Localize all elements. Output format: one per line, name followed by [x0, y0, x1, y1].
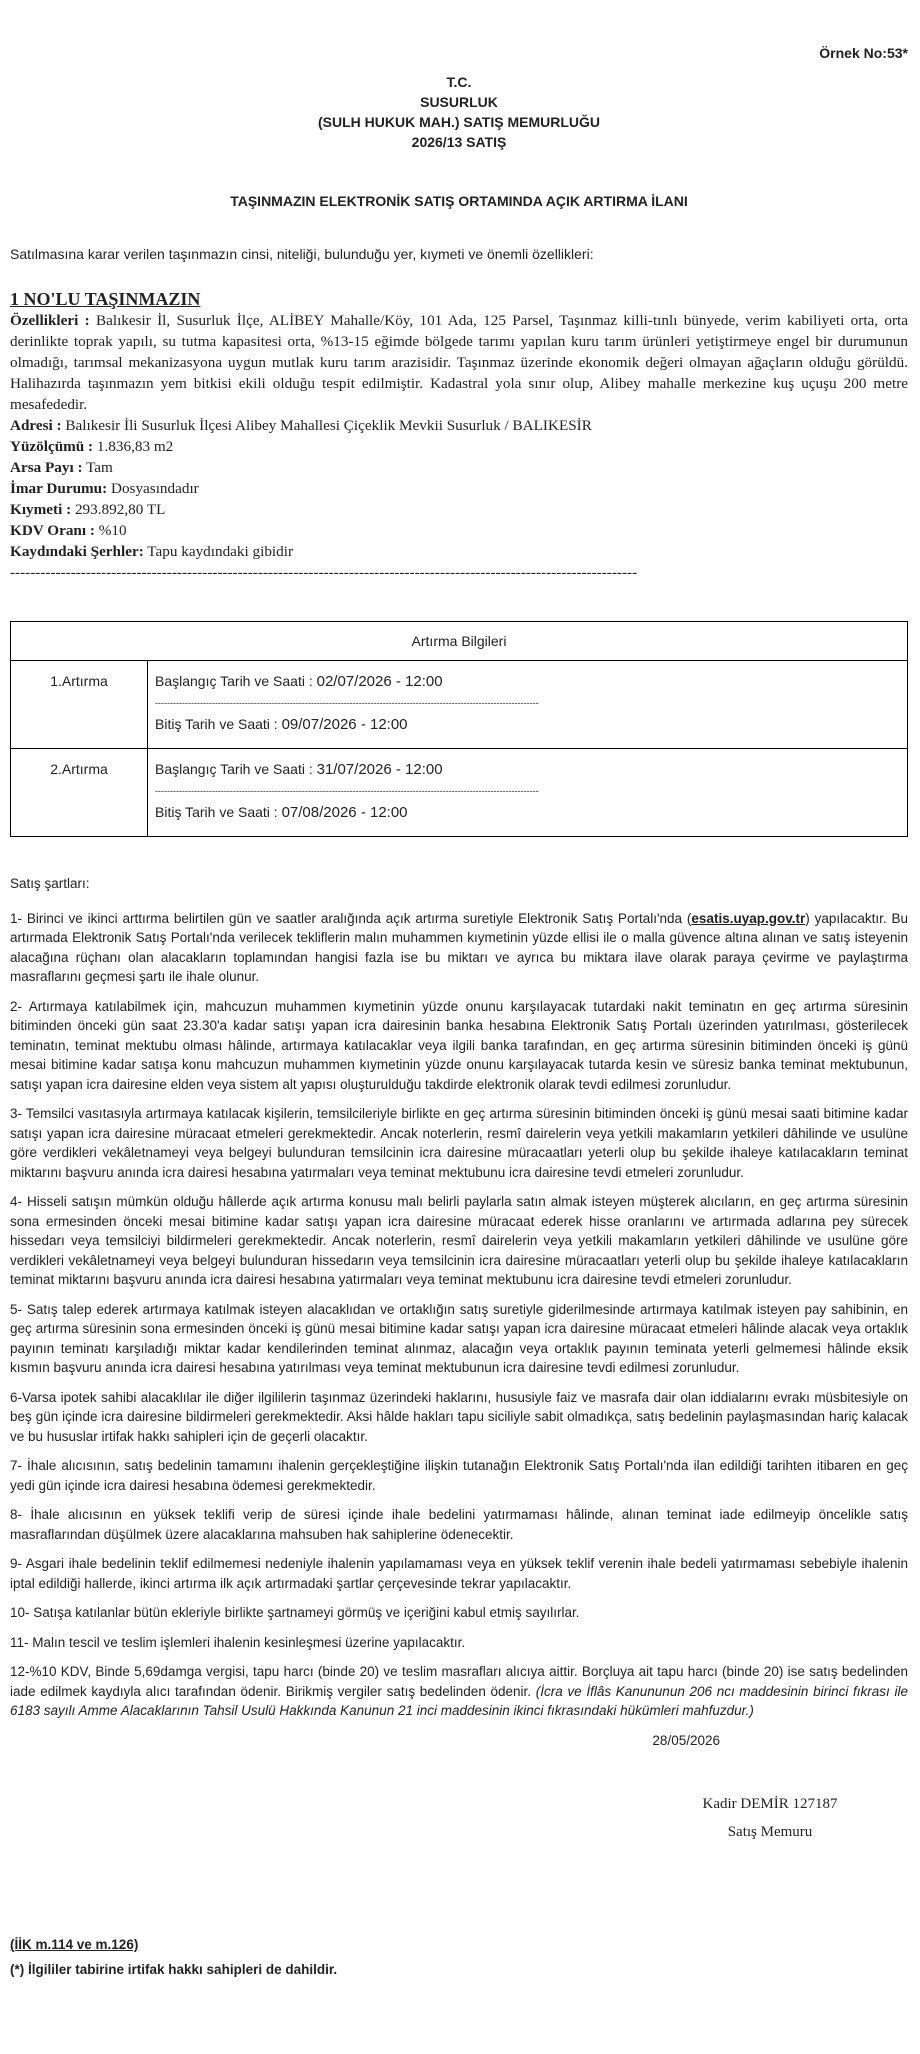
- esatis-portal-link[interactable]: esatis.uyap.gov.tr: [691, 910, 806, 926]
- property-heading: 1 NO'LU TAŞINMAZIN: [10, 289, 201, 309]
- header-line-tc: T.C.: [446, 74, 472, 90]
- area-label: Yüzölçümü :: [10, 438, 94, 455]
- annotations-label: Kaydındaki Şerhler:: [10, 543, 144, 560]
- condition-8: 8- İhale alıcısının en yüksek teklifi verip de süresi içinde ihale bedelini yatırmaması hâlinde, alınan teminat iade edilmeyip öncelikle satış masraflarından düşülmek üzere alacaklarına mahsuben hak sahiplerine ödenecektir.: [10, 1507, 908, 1542]
- separator-line: ----------------------------------------------------------------------------------------------------------------------------: [10, 564, 638, 581]
- intro-text: Satılmasına karar verilen taşınmazın cinsi, niteliği, bulunduğu yer, kıymeti ve önemli özellikleri:: [10, 246, 594, 262]
- property-annotations: [10, 541, 908, 562]
- footnote-stakeholders: (*) İlgililer tabirine irtifak hakkı sahipleri de dahildir.: [10, 1962, 338, 1977]
- end-label: Bitiş Tarih ve Saati :: [155, 804, 282, 820]
- property-features: [10, 310, 908, 415]
- property-value: [10, 499, 908, 520]
- condition-7: 7- İhale alıcısının, satış bedelinin tamamını ihalenin gerçekleştiğine ilişkin tutanağın Elektronik Satış Portalı'nda ilan edildiği tarihten itibaren en geç yedi gün içinde icra dairesi hesabına ödemesi gerekmektedir.: [10, 1458, 908, 1493]
- start-label: Başlangıç Tarih ve Saati :: [155, 761, 317, 777]
- header-line-file-number: 2026/13 SATIŞ: [411, 134, 507, 150]
- vat-value: %10: [94, 522, 127, 539]
- property-zoning: [10, 478, 908, 499]
- property-section: [10, 288, 908, 583]
- features-value: Balıkesir İl, Susurluk İlçe, ALİBEY Mahalle/Köy, 101 Ada, 125 Parsel, Taşınmaz killi-tınlı bünyede, verim kabiliyeti orta, orta derinlikte toprak yapılı, su tutma kapasitesi orta, %13-15 eğimde bölgede tarımı yapılan kuru tarım ürünleri yetiştirmeye engel bir durumunun olmadığı, tarımsal mekanizasyona uygun mutlak kuru tarım arazisidir. Taşınmaz üzerinde ekonomik değeri olmayan ağaçların olduğu görüldü. Halihazırda taşınmazın yem bitkisi ekili olduğu tespit edilmiştir. Kadastral yola sınır olup, Alibey mahalle merkezine kuş uçuşu 200 metre mesafededir.: [10, 312, 908, 413]
- area-value: 1.836,83 m2: [93, 438, 174, 455]
- condition-4: 4- Hisseli satışın mümkün olduğu hâllerde açık artırma konusu malı belirli paylarla satın almak isteyen müşterek alıcıların, en geç artırma süresinin sona ermesinden önceki mesai bitimine kadar satışı yapan icra dairesine müracaat ederek hisse oranlarını ve artırmada adlarına pey sürecek hissedarı veya temsilciyi bildirmeleri gerekmektedir. Ancak noterlerin, resmî dairelerin veya yetkili makamların yetkileri dâhilinde ve usulüne göre verdikleri vekâletnameyi veya belgeyi bulunduran hissedarın veya temsilcinin icra dairesine müracaatları yeterli olup bu şekilde ihaleye katılacakların teminat miktarını başvuru anında icra dairesi hesabına yatırmaları veya teminat mektubunu icra dairesine tevdi etmeleri zorunludur.: [10, 1194, 908, 1287]
- address-value: Balıkesir İli Susurluk İlçesi Alibey Mahallesi Çiçeklik Mevkii Susurluk / BALIKESİR: [61, 417, 592, 434]
- property-vat: [10, 520, 908, 541]
- annotations-value: Tapu kaydındaki gibidir: [143, 543, 294, 560]
- end-label: Bitiş Tarih ve Saati :: [155, 716, 282, 732]
- property-share: [10, 457, 908, 478]
- row-separator: --------------------------------------------------------------------------------------------------------------------------------: [155, 698, 539, 708]
- value-label: Kıymeti :: [10, 501, 72, 518]
- conditions-heading: Satış şartları:: [10, 876, 90, 891]
- auction-round-label: 2.Artırma: [11, 749, 148, 837]
- property-area: [10, 436, 908, 457]
- condition-1-text-end: ) yapılacaktır. Bu artırmada Elektronik Satış Portalı'nda verilecek tekliflerin malın muhammen kıymetinin yüzde ellisi ile o malla güvence altına alınan ve satış isteyenin alacağına rüçhanı olan alacakların toplamından hangisi fazla ise bu miktarı ve ayrıca bu miktara ilave olarak paraya çevirme ve paylaştırma masraflarını geçmesi şartı ile ihale olunur.: [10, 910, 908, 984]
- header-line-office: (SULH HUKUK MAH.) SATIŞ MEMURLUĞU: [317, 114, 601, 130]
- vat-label: KDV Oranı :: [10, 522, 95, 539]
- auction-row: [11, 661, 908, 749]
- share-label: Arsa Payı :: [10, 459, 83, 476]
- condition-1: [10, 909, 908, 987]
- row-separator: --------------------------------------------------------------------------------------------------------------------------------: [155, 786, 539, 796]
- start-date: 31/07/2026 - 12:00: [316, 761, 443, 778]
- condition-1-text: 1- Birinci ve ikinci arttırma belirtilen gün ve saatler aralığında açık artırma suretiyle Elektronik Satış Portalı'nda (: [10, 910, 692, 926]
- condition-5: 5- Satış talep ederek artırmaya katılmak isteyen alacaklıdan ve ortaklığın satış suretiyle giderilmesinde artırmaya katılmak isteyen pay sahibinin, en geç artırma süresinin sona ermesinden önceki iş günü mesai bitimine kadar satışı yapan icra dairesine müracaat etmeleri hâlinde alacak veya ortaklık payının teminatı karşıladığı miktar kadar kendilerinden teminat alınmaz, alacağın veya ortaklık payının teminata yeterli gelmemesi hâlinde eksik kısmın başvuru anında icra dairesi hesabına yatırılması veya teminat mektubunun icra dairesine tevdi edilmesi zorunludur.: [10, 1301, 908, 1375]
- header-line-district: SUSURLUK: [420, 94, 498, 110]
- address-label: Adresi :: [10, 417, 62, 434]
- auction-dates: [148, 661, 908, 749]
- notice-date: 28/05/2026: [652, 1733, 720, 1748]
- condition-12-text: 12-%10 KDV, Binde 5,69damga vergisi, tapu harcı (binde 20) ve teslim masrafları alıcıya aittir. Borçluya ait tapu harcı (binde 20) ise satış bedelinden iade edilmek kaydıyla alıcı tarafından ödenir. Birikmiş vergiler satış bedelinden ödenir.: [10, 1664, 908, 1699]
- footnote-law-reference: (İİK m.114 ve m.126): [10, 1937, 139, 1952]
- condition-2: 2- Artırmaya katılabilmek için, mahcuzun muhammen kıymetinin yüzde onunu karşılayacak tutardaki nakit teminatın en geç artırma süresinin bitiminden önceki gün saat 23.30'a kadar satışı yapan icra dairesinin banka hesabına Elektronik Satış Portalı üzerinden yatırılması, gösterilecek teminatın, teminat mektubu olması hâlinde, artırmaya katılacaklar veya ilgili banka tarafından, en geç artırma süresinin bitiminden önceki iş günü mesai bitimine kadar satışa konu mahcuzun muhammen kıymetinin yüzde onunu karşılayacak tutarda kesin ve süresiz banka teminat mektubunun, satışı yapan icra dairesine elden veya sistem alt yapısı oluşturulduğu takdirde elektronik olarak tevdi edilmesi zorunludur.: [10, 998, 908, 1092]
- condition-10: 10- Satışa katılanlar bütün ekleriyle birlikte şartnameyi görmüş ve içeriğini kabul etmiş sayılırlar.: [10, 1605, 580, 1620]
- condition-3: 3- Temsilci vasıtasıyla artırmaya katılacak kişilerin, temsilcileriyle birlikte en geç artırma süresinin bitiminden önceki iş günü mesai saati bitimine kadar satışı yapan icra dairesine müracaat etmeleri gerekmektedir. Ancak noterlerin, resmî dairelerin veya yetkili makamların yetkileri dâhilinde ve usulüne göre verdikleri vekâletnameyi veya belgeyi bulunduran temsilcinin icra dairesine müracaatları yeterli olup bu şekilde ihaleye katılacakların teminat miktarını başvuru anında icra dairesi hesabına yatırmaları veya teminat mektubunu icra dairesine tevdi etmeleri zorunludur.: [10, 1106, 908, 1180]
- auction-row: [11, 749, 908, 837]
- sale-conditions: [10, 874, 908, 1731]
- zoning-label: İmar Durumu:: [10, 480, 108, 497]
- condition-12-legal-note: (İcra ve İflâs Kanununun 206 ncı maddesinin birinci fıkrası ile 6183 sayılı Amme Alacaklarının Tahsil Usulü Hakkında Kanunun 21 inci maddesinin ikinci fıkrasındaki hükümleri mahfuzdur.): [10, 1683, 908, 1718]
- end-date: 09/07/2026 - 12:00: [281, 716, 408, 733]
- officer-name: Kadir DEMİR 127187: [702, 1796, 838, 1812]
- auction-table-header: Artırma Bilgileri: [11, 622, 908, 661]
- property-address: [10, 415, 908, 436]
- officer-role: Satış Memuru: [727, 1824, 813, 1840]
- condition-9: 9- Asgari ihale bedelinin teklif edilmemesi nedeniyle ihalenin yapılamaması veya en yüksek teklif verenin ihale bedeli yatırmaması sebebiyle ihalenin iptal edildiği hallerde, ikinci artırma ilk açık artırmadaki şartlar çerçevesinde tekrar yapılacaktır.: [10, 1556, 908, 1591]
- zoning-value: Dosyasındadır: [107, 480, 199, 497]
- auction-table: [10, 621, 908, 837]
- features-label: Özellikleri :: [10, 312, 90, 329]
- condition-6: 6-Varsa ipotek sahibi alacaklılar ile diğer ilgililerin taşınmaz üzerindeki haklarını, hususiyle faiz ve masrafa dair olan iddialarını evrakı müsbitesiyle on beş gün içinde icra dairesine bildirmeleri gerekmektedir. Aksi hâlde hakları tapu siciliyle sabit olmadıkça, satış bedelinin paylaşmasından hariç kalacak ve bu hususlar irtifak hakkı sahipleri için de geçerli olacaktır.: [10, 1389, 908, 1444]
- office-header: [10, 72, 908, 152]
- condition-11: 11- Malın tescil ve teslim işlemleri ihalenin kesinleşmesi üzerine yapılacaktır.: [10, 1634, 466, 1650]
- start-label: Başlangıç Tarih ve Saati :: [155, 673, 317, 689]
- page-title: TAŞINMAZIN ELEKTRONİK SATIŞ ORTAMINDA AÇIK ARTIRMA İLANI: [230, 193, 688, 209]
- start-date: 02/07/2026 - 12:00: [316, 673, 443, 690]
- sample-number: Örnek No:53*: [819, 45, 908, 61]
- share-value: Tam: [82, 459, 113, 476]
- auction-dates: [148, 749, 908, 837]
- condition-12: [10, 1662, 908, 1721]
- auction-round-label: 1.Artırma: [11, 661, 148, 749]
- value-amount: 293.892,80 TL: [71, 501, 166, 518]
- signature-block: [680, 1790, 860, 1846]
- end-date: 07/08/2026 - 12:00: [281, 804, 408, 821]
